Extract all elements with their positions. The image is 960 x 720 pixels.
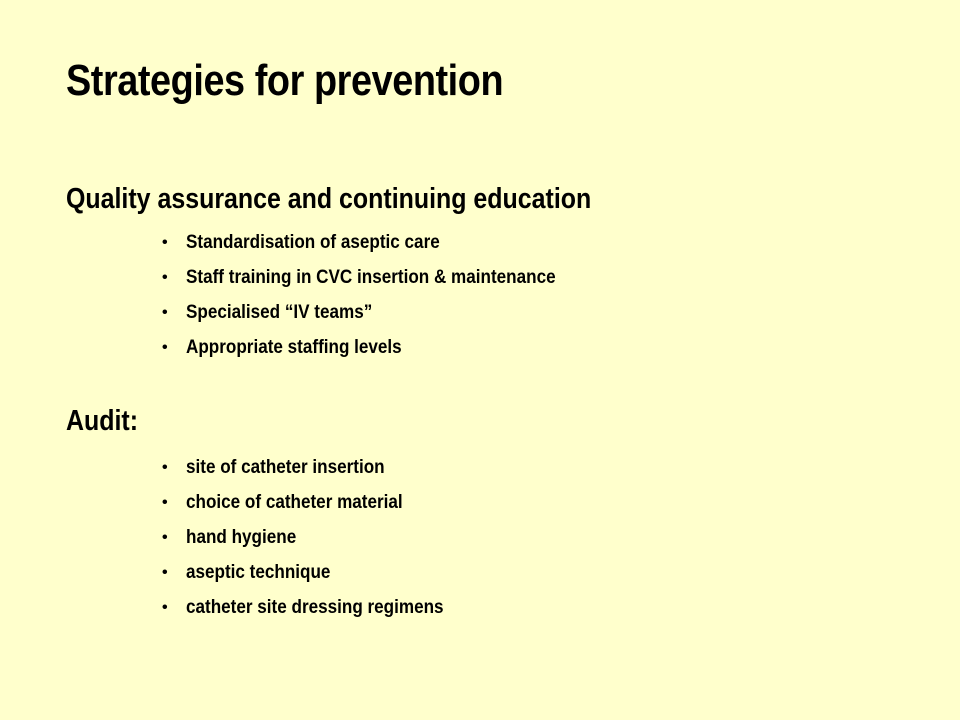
list-item-text: Staff training in CVC insertion & maintenance [186,267,556,288]
list-item [162,525,472,560]
list-item [162,560,472,595]
list-item-text: choice of catheter material [186,492,403,513]
list-item [162,490,472,525]
list-item [162,335,597,370]
bullet-icon: • [162,339,168,356]
audit-list [162,455,472,630]
bullet-icon: • [162,494,168,511]
list-item-text: Standardisation of aseptic care [186,232,440,253]
list-item [162,265,597,300]
bullet-icon: • [162,234,168,251]
slide-title: Strategies for prevention [66,56,504,105]
bullet-icon: • [162,269,168,286]
quality-assurance-list [162,230,597,370]
list-item-text: hand hygiene [186,527,297,548]
bullet-icon: • [162,564,168,581]
bullet-icon: • [162,459,168,476]
list-item-text: site of catheter insertion [186,457,385,478]
list-item [162,300,597,335]
list-item [162,230,597,265]
bullet-icon: • [162,599,168,616]
bullet-icon: • [162,304,168,321]
list-item-text: aseptic technique [186,562,331,583]
list-item-text: Specialised “IV teams” [186,302,373,323]
list-item-text: catheter site dressing regimens [186,597,444,618]
section-heading-quality-assurance: Quality assurance and continuing education [66,183,592,215]
list-item-text: Appropriate staffing levels [186,337,402,358]
list-item [162,595,472,630]
list-item [162,455,472,490]
bullet-icon: • [162,529,168,546]
section-heading-audit: Audit: [66,405,139,437]
